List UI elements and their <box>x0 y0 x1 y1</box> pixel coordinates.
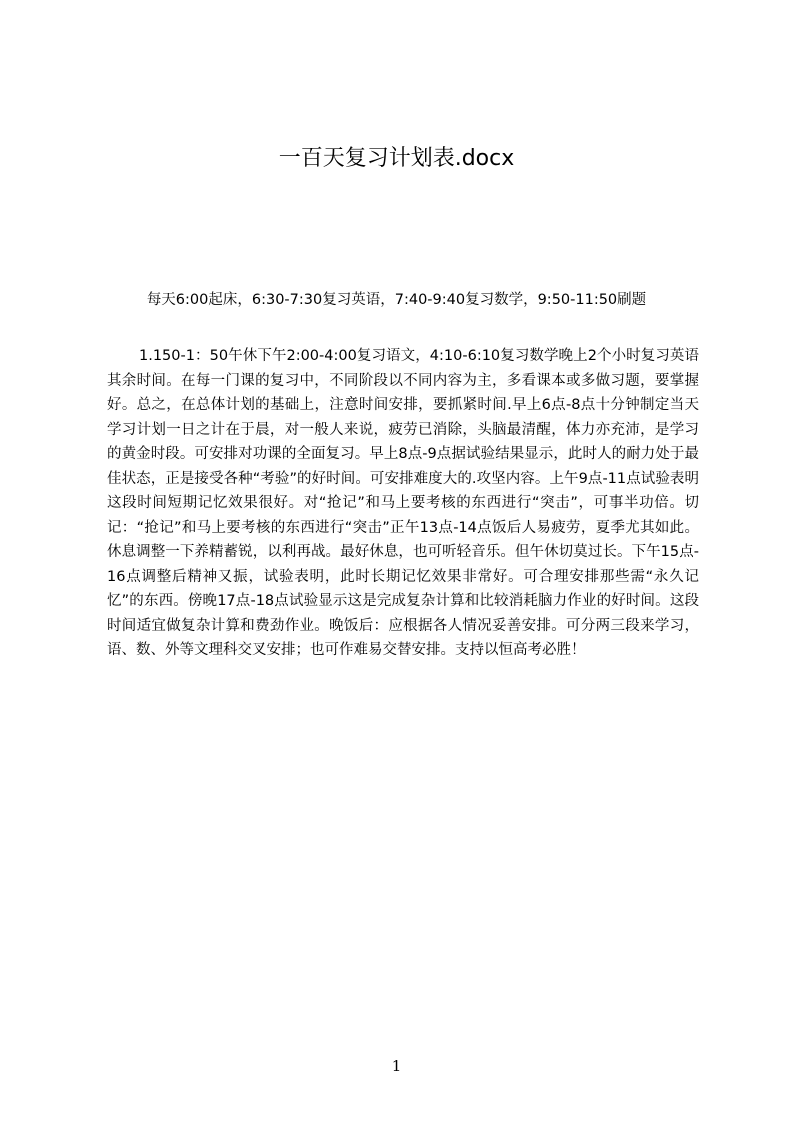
document-title: 一百天复习计划表.docx <box>278 146 515 171</box>
page-number: 1 <box>391 1057 402 1075</box>
schedule-line: 每天6:00起床，6:30-7:30复习英语，7:40-9:40复习数学，9:50-11:50刷题 <box>146 292 647 308</box>
body-paragraph: 1.150-1：50午休下午2:00-4:00复习语文，4:10-6:10复习数学晚上2个小时复习英语其余时间。在每一门课的复习中，不同阶段以不同内容为主，多看课本或多做习题，要掌握好。总之，在总体计划的基础上，注意时间安排，要抓紧时间.早上6点-8点十分钟制定当天学习计划一日之计在于晨，对一般人来说，疲劳已消除，头脑最清醒，体力亦充沛，是学习的黄金时段。可安排对功课的全面复习。早上8点-9点据试验结果显示，此时人的耐力处于最佳状态，正是接受各种“考验”的好时间。可安排难度大的.攻坚内容。上午9点-11点试验表明这段时间短期记忆效果很好。对“抢记”和马上要考核的东西进行“突击”，可事半功倍。切记：“抢记”和马上要考核的东西进行“突击”正午13点-14点饭后人易疲劳，夏季尤其如此。休息调整一下养精蓄锐，以利再战。最好休息，也可听轻音乐。但午休切莫过长。下午15点-16点调整后精神又振，试验表明，此时长期记忆效果非常好。可合理安排那些需“永久记忆”的东西。傍晚17点-18点试验显示这是完成复杂计算和比较消耗脑力作业的好时间。这段时间适宜做复杂计算和费劲作业。晚饭后：应根据各人情况妥善安排。可分两三段来学习，语、数、外等文理科交叉安排；也可作难易交替安排。支持以恒高考必胜！ <box>107 348 699 658</box>
